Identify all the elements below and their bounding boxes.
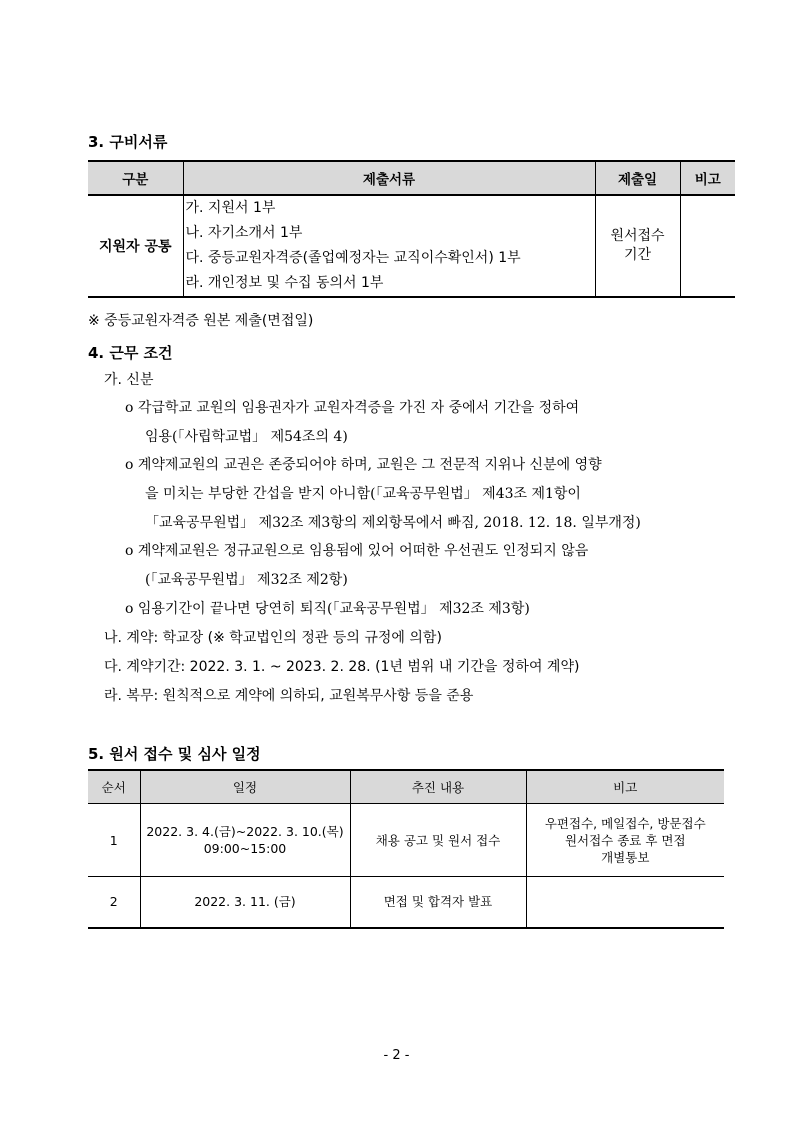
note-cell: [526, 804, 724, 877]
order-cell: 2: [88, 877, 140, 928]
note-cell: [680, 195, 735, 297]
bullet-line: 을 미치는 부당한 간섭을 받지 아니함(「교육공무원법」 제43조 제1항이: [145, 486, 581, 502]
section-3-title: 3. 구비서류: [88, 133, 168, 151]
content-cell: 면접 및 합격자 발표: [350, 877, 526, 928]
bullet-line: o 계약제교원은 정규교원으로 임용됨에 있어 어떠한 우선권도 인정되지 않음: [125, 543, 589, 559]
page-number: - 2 -: [383, 1048, 410, 1063]
note-cell: [526, 877, 724, 928]
header-documents: 제출서류: [183, 161, 595, 195]
header-note: 비고: [526, 770, 724, 804]
note-line: 원서접수 종료 후 면접: [564, 832, 686, 848]
schedule-line: 09:00~15:00: [203, 841, 287, 856]
order-cell: 1: [88, 804, 140, 877]
required-documents-table: [88, 160, 735, 298]
bullet-line: o 계약제교원의 교권은 존중되어야 하며, 교원은 그 전문적 지위나 신분에 영향: [125, 457, 602, 473]
header-note: 비고: [680, 161, 735, 195]
schedule-cell: 2022. 3. 11. (금): [140, 877, 350, 928]
sub-status: 가. 신분: [104, 372, 154, 388]
documents-cell: [183, 195, 595, 297]
note-line: 개별통보: [601, 849, 650, 865]
header-category: 구분: [88, 161, 183, 195]
document-item: 나. 자기소개서 1부: [185, 225, 303, 241]
submission-date-cell: [595, 195, 680, 297]
submission-date-line: 원서접수: [610, 228, 665, 244]
schedule-cell: [140, 804, 350, 877]
header-submission-date: 제출일: [595, 161, 680, 195]
section-4-title: 4. 근무 조건: [88, 344, 173, 362]
header-content: 추진 내용: [350, 770, 526, 804]
submission-date-line: 기간: [623, 247, 652, 263]
sub-contract: 나. 계약: 학교장 (※ 학교법인의 정관 등의 규정에 의함): [104, 630, 442, 646]
bullet-line: o 각급학교 교원의 임용권자가 교원자격증을 가진 자 중에서 기간을 정하여: [125, 400, 580, 416]
section-5-title: 5. 원서 접수 및 심사 일정: [88, 745, 261, 763]
header-schedule: 일정: [140, 770, 350, 804]
sub-contract-period: 다. 계약기간: 2022. 3. 1. ~ 2023. 2. 28. (1년 범위 내 기간을 정하여 계약): [104, 659, 580, 675]
document-item: 가. 지원서 1부: [185, 200, 276, 216]
bullet-line: 「교육공무원법」 제32조 제3항의 제외항목에서 빠짐, 2018. 12. 18. 일부개정): [145, 515, 641, 531]
table-header-row: [88, 770, 724, 804]
bullet-line: o 임용기간이 끝나면 당연히 퇴직(「교육공무원법」 제32조 제3항): [125, 601, 530, 617]
category-cell: 지원자 공통: [88, 195, 183, 297]
schedule-line: 2022. 3. 4.(금)~2022. 3. 10.(목): [146, 824, 344, 839]
table-header-row: [88, 161, 735, 195]
bullet-line: (「교육공무원법」 제32조 제2항): [145, 572, 348, 588]
table-row: [88, 195, 735, 297]
header-order: 순서: [88, 770, 140, 804]
document-item: 다. 중등교원자격증(졸업예정자는 교직이수확인서) 1부: [185, 250, 521, 266]
documents-footnote: ※ 중등교원자격증 원본 제출(면접일): [88, 313, 314, 329]
content-cell: 채용 공고 및 원서 접수: [350, 804, 526, 877]
table-row: [88, 877, 724, 928]
schedule-table: [88, 769, 724, 929]
sub-service: 라. 복무: 원칙적으로 계약에 의하되, 교원복무사항 등을 준용: [104, 688, 474, 704]
note-line: 우편접수, 메일접수, 방문접수: [544, 815, 706, 831]
table-row: [88, 804, 724, 877]
document-item: 라. 개인정보 및 수집 동의서 1부: [185, 275, 384, 291]
bullet-line: 임용(「사립학교법」 제54조의 4): [145, 429, 348, 445]
